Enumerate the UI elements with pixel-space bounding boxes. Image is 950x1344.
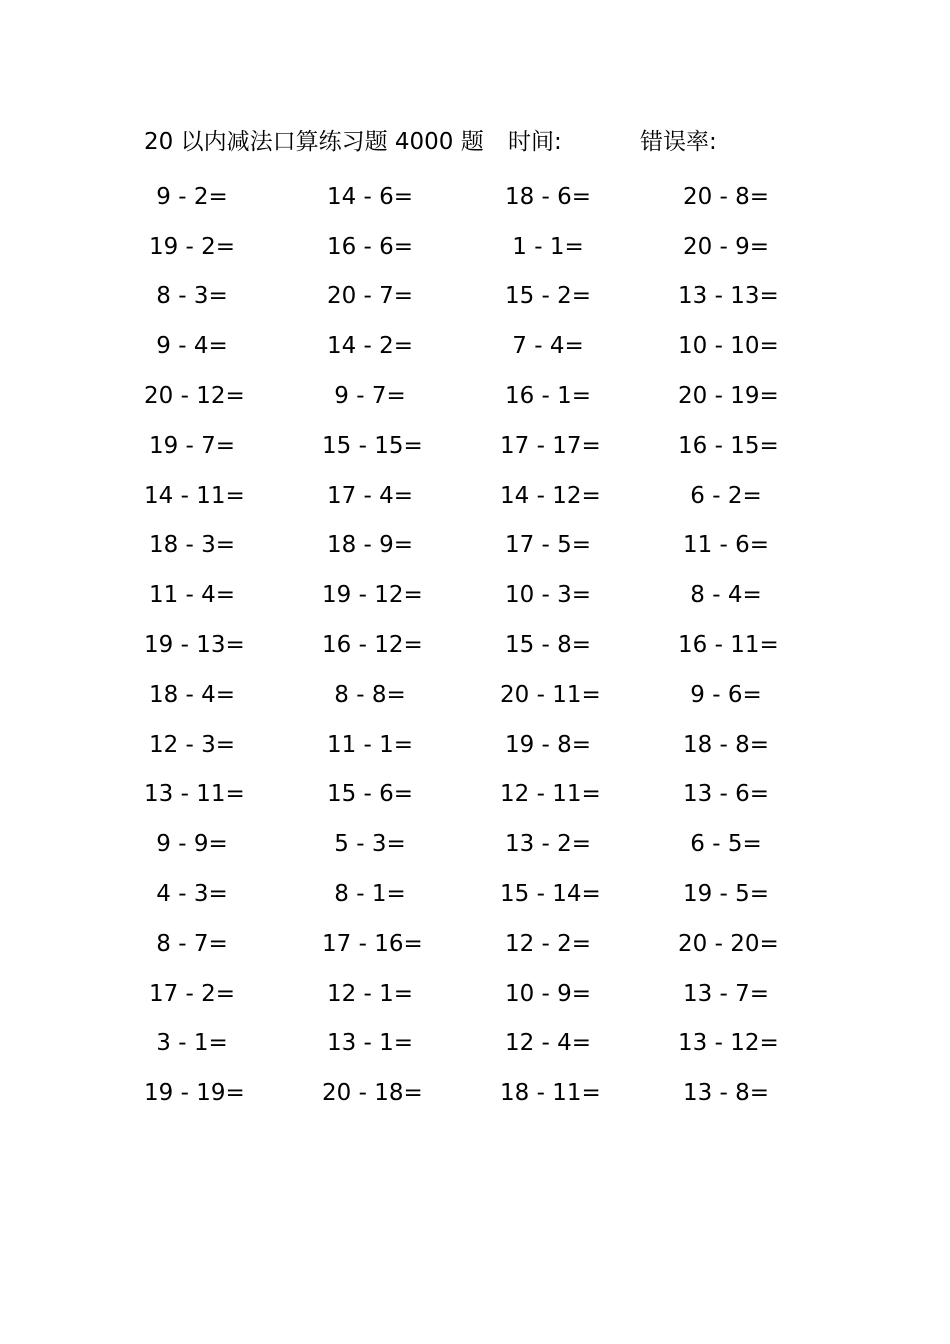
problem-cell	[322, 776, 500, 812]
subtraction-problem: 13 - 11=	[144, 781, 245, 808]
problem-cell	[144, 926, 322, 962]
problem-row	[144, 521, 804, 571]
problem-cell	[500, 727, 678, 763]
subtraction-problem: 20 - 19=	[678, 383, 779, 410]
subtraction-problem: 14 - 6=	[326, 183, 414, 210]
subtraction-problem: 15 - 15=	[322, 432, 423, 459]
subtraction-problem: 8 - 3=	[156, 283, 228, 310]
error-rate-label: 错误率:	[640, 129, 717, 155]
subtraction-problem: 13 - 8=	[682, 1080, 770, 1107]
subtraction-problem: 12 - 4=	[504, 1030, 592, 1057]
problem-cell	[678, 876, 856, 912]
problem-cell	[678, 1025, 856, 1061]
problem-cell	[500, 776, 678, 812]
problem-cell	[500, 1075, 678, 1111]
subtraction-problem: 7 - 4=	[512, 333, 584, 360]
subtraction-problem: 9 - 6=	[690, 681, 762, 708]
problem-cell	[322, 179, 500, 215]
problem-cell	[144, 229, 322, 265]
subtraction-problem: 13 - 12=	[678, 1030, 779, 1057]
subtraction-problem: 18 - 8=	[682, 731, 770, 758]
problem-cell	[144, 677, 322, 713]
problem-cell	[322, 328, 500, 364]
problem-cell	[678, 727, 856, 763]
subtraction-problem: 11 - 4=	[148, 582, 236, 609]
problem-cell	[500, 527, 678, 563]
problem-cell	[500, 876, 678, 912]
problem-cell	[678, 826, 856, 862]
problem-cell	[678, 926, 856, 962]
subtraction-problem: 20 - 18=	[322, 1080, 423, 1107]
subtraction-problem: 10 - 3=	[504, 582, 592, 609]
subtraction-problem: 19 - 8=	[504, 731, 592, 758]
subtraction-problem: 20 - 8=	[682, 183, 770, 210]
subtraction-problem: 20 - 11=	[500, 681, 601, 708]
subtraction-problem: 14 - 12=	[500, 482, 601, 509]
problem-row	[144, 570, 804, 620]
problem-cell	[500, 826, 678, 862]
subtraction-problem: 16 - 15=	[678, 432, 779, 459]
subtraction-problem: 13 - 1=	[326, 1030, 414, 1057]
problem-cell	[322, 278, 500, 314]
problem-row	[144, 670, 804, 720]
subtraction-problem: 6 - 5=	[690, 831, 762, 858]
problem-row	[144, 321, 804, 371]
subtraction-problem: 18 - 11=	[500, 1080, 601, 1107]
problem-cell	[322, 1075, 500, 1111]
subtraction-problem: 18 - 6=	[504, 183, 592, 210]
problem-cell	[144, 826, 322, 862]
subtraction-problem: 9 - 4=	[156, 333, 228, 360]
problem-cell	[322, 826, 500, 862]
subtraction-problem: 13 - 2=	[504, 831, 592, 858]
subtraction-problem: 9 - 2=	[156, 183, 228, 210]
subtraction-problem: 8 - 7=	[156, 930, 228, 957]
problem-row	[144, 471, 804, 521]
subtraction-problem: 13 - 13=	[678, 283, 779, 310]
problem-cell	[144, 1025, 322, 1061]
problem-cell	[322, 677, 500, 713]
problem-row	[144, 172, 804, 222]
problem-cell	[144, 378, 322, 414]
subtraction-problem: 16 - 6=	[326, 233, 414, 260]
problem-cell	[500, 976, 678, 1012]
problem-cell	[678, 776, 856, 812]
problem-row	[144, 272, 804, 322]
problem-cell	[500, 478, 678, 514]
problem-cell	[500, 627, 678, 663]
problem-cell	[322, 577, 500, 613]
problem-cell	[144, 478, 322, 514]
subtraction-problem: 9 - 9=	[156, 831, 228, 858]
subtraction-problem: 1 - 1=	[512, 233, 584, 260]
problem-cell	[144, 179, 322, 215]
subtraction-problem: 13 - 7=	[682, 980, 770, 1007]
problem-cell	[322, 229, 500, 265]
subtraction-problem: 14 - 11=	[144, 482, 245, 509]
problem-cell	[144, 527, 322, 563]
problem-cell	[678, 976, 856, 1012]
problem-cell	[678, 1075, 856, 1111]
problem-cell	[500, 278, 678, 314]
subtraction-problem: 17 - 4=	[326, 482, 414, 509]
problem-cell	[322, 627, 500, 663]
problem-cell	[322, 976, 500, 1012]
problem-cell	[144, 428, 322, 464]
problem-cell	[144, 976, 322, 1012]
subtraction-problem: 12 - 2=	[504, 930, 592, 957]
problem-cell	[500, 378, 678, 414]
subtraction-problem: 18 - 3=	[148, 532, 236, 559]
problem-row	[144, 421, 804, 471]
subtraction-problem: 11 - 1=	[326, 731, 414, 758]
problem-cell	[322, 428, 500, 464]
subtraction-problem: 8 - 4=	[690, 582, 762, 609]
problem-cell	[500, 229, 678, 265]
problem-cell	[144, 876, 322, 912]
subtraction-problem: 19 - 12=	[322, 582, 423, 609]
problem-cell	[322, 378, 500, 414]
problem-cell	[500, 677, 678, 713]
problem-cell	[678, 627, 856, 663]
problem-row	[144, 620, 804, 670]
problem-row	[144, 969, 804, 1019]
problem-cell	[500, 328, 678, 364]
problem-cell	[678, 229, 856, 265]
problem-row	[144, 720, 804, 770]
problem-cell	[322, 926, 500, 962]
problem-cell	[678, 428, 856, 464]
problem-row	[144, 819, 804, 869]
subtraction-problem: 19 - 19=	[144, 1080, 245, 1107]
problem-row	[144, 1068, 804, 1118]
subtraction-problem: 20 - 7=	[326, 283, 414, 310]
subtraction-problem: 6 - 2=	[690, 482, 762, 509]
problem-cell	[500, 179, 678, 215]
subtraction-problem: 13 - 6=	[682, 781, 770, 808]
subtraction-problem: 19 - 7=	[148, 432, 236, 459]
worksheet-title: 20 以内减法口算练习题 4000 题	[144, 129, 484, 155]
problem-cell	[322, 478, 500, 514]
subtraction-problem: 4 - 3=	[156, 881, 228, 908]
problem-row	[144, 869, 804, 919]
problem-cell	[678, 577, 856, 613]
problem-cell	[678, 378, 856, 414]
subtraction-problem: 17 - 17=	[500, 432, 601, 459]
subtraction-problem: 17 - 16=	[322, 930, 423, 957]
problem-cell	[500, 428, 678, 464]
subtraction-problem: 12 - 11=	[500, 781, 601, 808]
subtraction-problem: 18 - 9=	[326, 532, 414, 559]
subtraction-problem: 20 - 20=	[678, 930, 779, 957]
problem-row	[144, 1019, 804, 1069]
subtraction-problem: 20 - 12=	[144, 383, 245, 410]
problem-row	[144, 919, 804, 969]
subtraction-problem: 19 - 2=	[148, 233, 236, 260]
subtraction-problem: 8 - 1=	[334, 881, 406, 908]
problem-cell	[322, 727, 500, 763]
subtraction-problem: 19 - 5=	[682, 881, 770, 908]
subtraction-problem: 10 - 9=	[504, 980, 592, 1007]
subtraction-problem: 17 - 5=	[504, 532, 592, 559]
problem-cell	[678, 328, 856, 364]
problem-cell	[144, 727, 322, 763]
subtraction-problem: 19 - 13=	[144, 632, 245, 659]
subtraction-problem: 14 - 2=	[326, 333, 414, 360]
subtraction-problem: 18 - 4=	[148, 681, 236, 708]
subtraction-problem: 16 - 11=	[678, 632, 779, 659]
problem-row	[144, 222, 804, 272]
subtraction-problem: 11 - 6=	[682, 532, 770, 559]
problem-cell	[500, 926, 678, 962]
subtraction-problem: 12 - 1=	[326, 980, 414, 1007]
subtraction-problem: 17 - 2=	[148, 980, 236, 1007]
problem-cell	[678, 278, 856, 314]
problem-cell	[144, 627, 322, 663]
problem-cell	[144, 577, 322, 613]
subtraction-problem: 20 - 9=	[682, 233, 770, 260]
problem-cell	[144, 1075, 322, 1111]
subtraction-problem: 15 - 6=	[326, 781, 414, 808]
problem-grid	[144, 172, 804, 1118]
subtraction-problem: 16 - 1=	[504, 383, 592, 410]
problem-cell	[500, 1025, 678, 1061]
problem-cell	[678, 179, 856, 215]
subtraction-problem: 9 - 7=	[334, 383, 406, 410]
subtraction-problem: 3 - 1=	[156, 1030, 228, 1057]
problem-cell	[144, 278, 322, 314]
subtraction-problem: 15 - 2=	[504, 283, 592, 310]
subtraction-problem: 15 - 14=	[500, 881, 601, 908]
problem-cell	[322, 1025, 500, 1061]
subtraction-problem: 5 - 3=	[334, 831, 406, 858]
problem-cell	[322, 876, 500, 912]
subtraction-problem: 12 - 3=	[148, 731, 236, 758]
problem-cell	[500, 577, 678, 613]
time-label: 时间:	[508, 129, 562, 155]
problem-cell	[144, 328, 322, 364]
problem-cell	[678, 527, 856, 563]
problem-row	[144, 770, 804, 820]
subtraction-problem: 8 - 8=	[334, 681, 406, 708]
problem-row	[144, 371, 804, 421]
subtraction-problem: 10 - 10=	[678, 333, 779, 360]
problem-cell	[678, 677, 856, 713]
subtraction-problem: 16 - 12=	[322, 632, 423, 659]
problem-cell	[322, 527, 500, 563]
problem-cell	[144, 776, 322, 812]
subtraction-problem: 15 - 8=	[504, 632, 592, 659]
problem-cell	[678, 478, 856, 514]
